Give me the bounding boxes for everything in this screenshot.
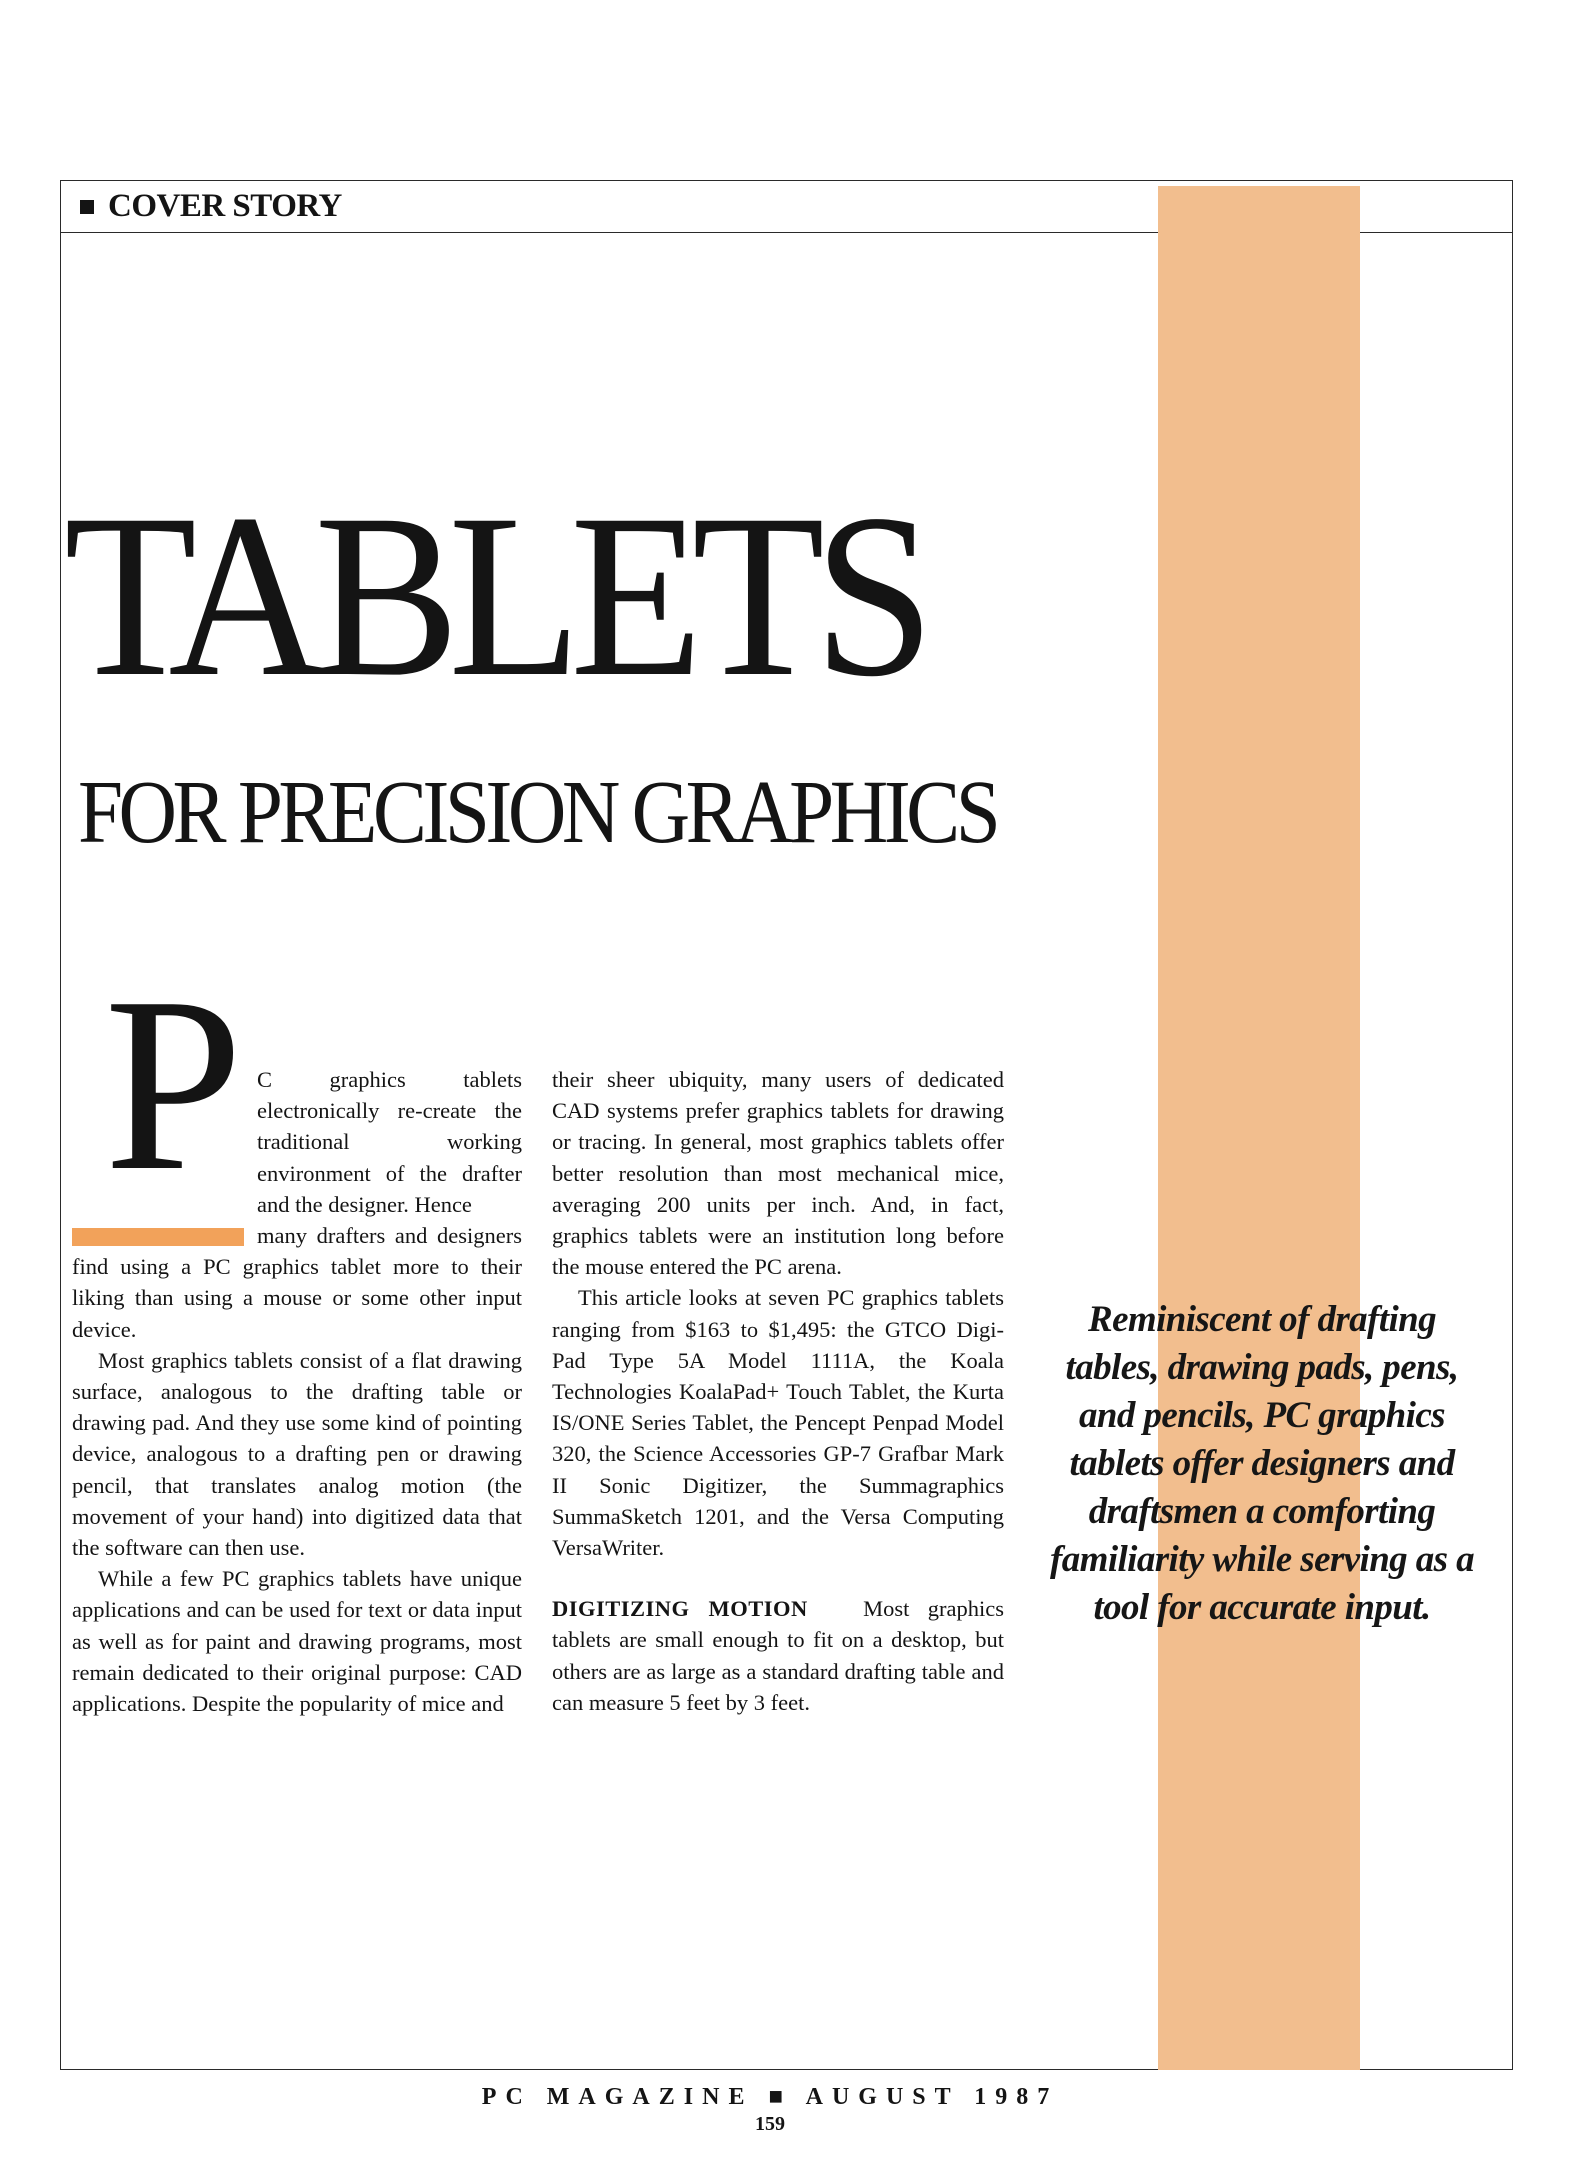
square-bullet-icon [80, 200, 94, 214]
section-label-text: COVER STORY [108, 188, 342, 224]
paragraph: While a few PC graphics tablets have unique applications and can be used for text or data input as well as for paint and drawing programs, most remain dedicated to their original purpose: CAD applications. Despite the popularity of mice and [72, 1566, 522, 1717]
paragraph: many drafters and designers find using a PC graphics tablet more to their liking than using a mouse or some other input device. [72, 1223, 522, 1342]
footer-publication: PC MAGAZINE ■ AUGUST 1987 [481, 2084, 1059, 2110]
column-1-intro [257, 1064, 522, 1220]
section-label [80, 188, 342, 225]
drop-cap: P [104, 946, 244, 1223]
column-2 [552, 1064, 1004, 1718]
paragraph: This article looks at seven PC graphics tablets ranging from $163 to $1,495: the GTCO Digi-Pad Type 5A Model 1111A, the Koala Technologies KoalaPad+ Touch Tablet, the Kurta IS/ONE Series Tablet, the Pencept Penpad Model 320, the Science Accessories GP-7 Grafbar Mark II Sonic Digitizer, the Summagraphics SummaSketch 1201, and the Versa Computing VersaWriter. [552, 1285, 1004, 1561]
pull-quote: Reminiscent of drafting tables, drawing pads, pens, and pencils, PC graphics tablets offer designers and draftsmen a comforting familiarity while serving as a tool for accurate input. [1050, 1299, 1474, 1628]
page-number: 159 [755, 2113, 785, 2135]
paragraph-with-subhead [552, 1593, 1004, 1718]
paragraph: C graphics tablets electronically re-create the traditional working environment of the drafter and the designer. Hence [257, 1067, 522, 1217]
paragraph: Most graphics tablets consist of a flat drawing surface, analogous to the drafting table or drawing pad. And they use some kind of pointing device, analogous to a drafting pen or drawing pencil, that translates analog motion (the movement of your hand) into digitized data that the software can then use. [72, 1347, 522, 1561]
subhead: DIGITIZING MOTION [552, 1596, 808, 1622]
decorative-orange-bar [1158, 186, 1360, 2070]
article-title: TABLETS [64, 465, 924, 725]
paragraph-text: Most graphics tablets are small enough to fit on a desktop, but others are as large as a standard drafting table and can measure 5 feet by 3 feet. [552, 1596, 1004, 1715]
paragraph: their sheer ubiquity, many users of dedicated CAD systems prefer graphics tablets for drawing or tracing. In general, most graphics tablets offer better resolution than most mechanical mice, averaging 200 units per inch. And, in fact, graphics tablets were an institution long before the mouse entered the PC arena. [552, 1067, 1004, 1280]
column-1 [72, 1220, 522, 1719]
article-subtitle: FOR PRECISION GRAPHICS [78, 763, 997, 862]
